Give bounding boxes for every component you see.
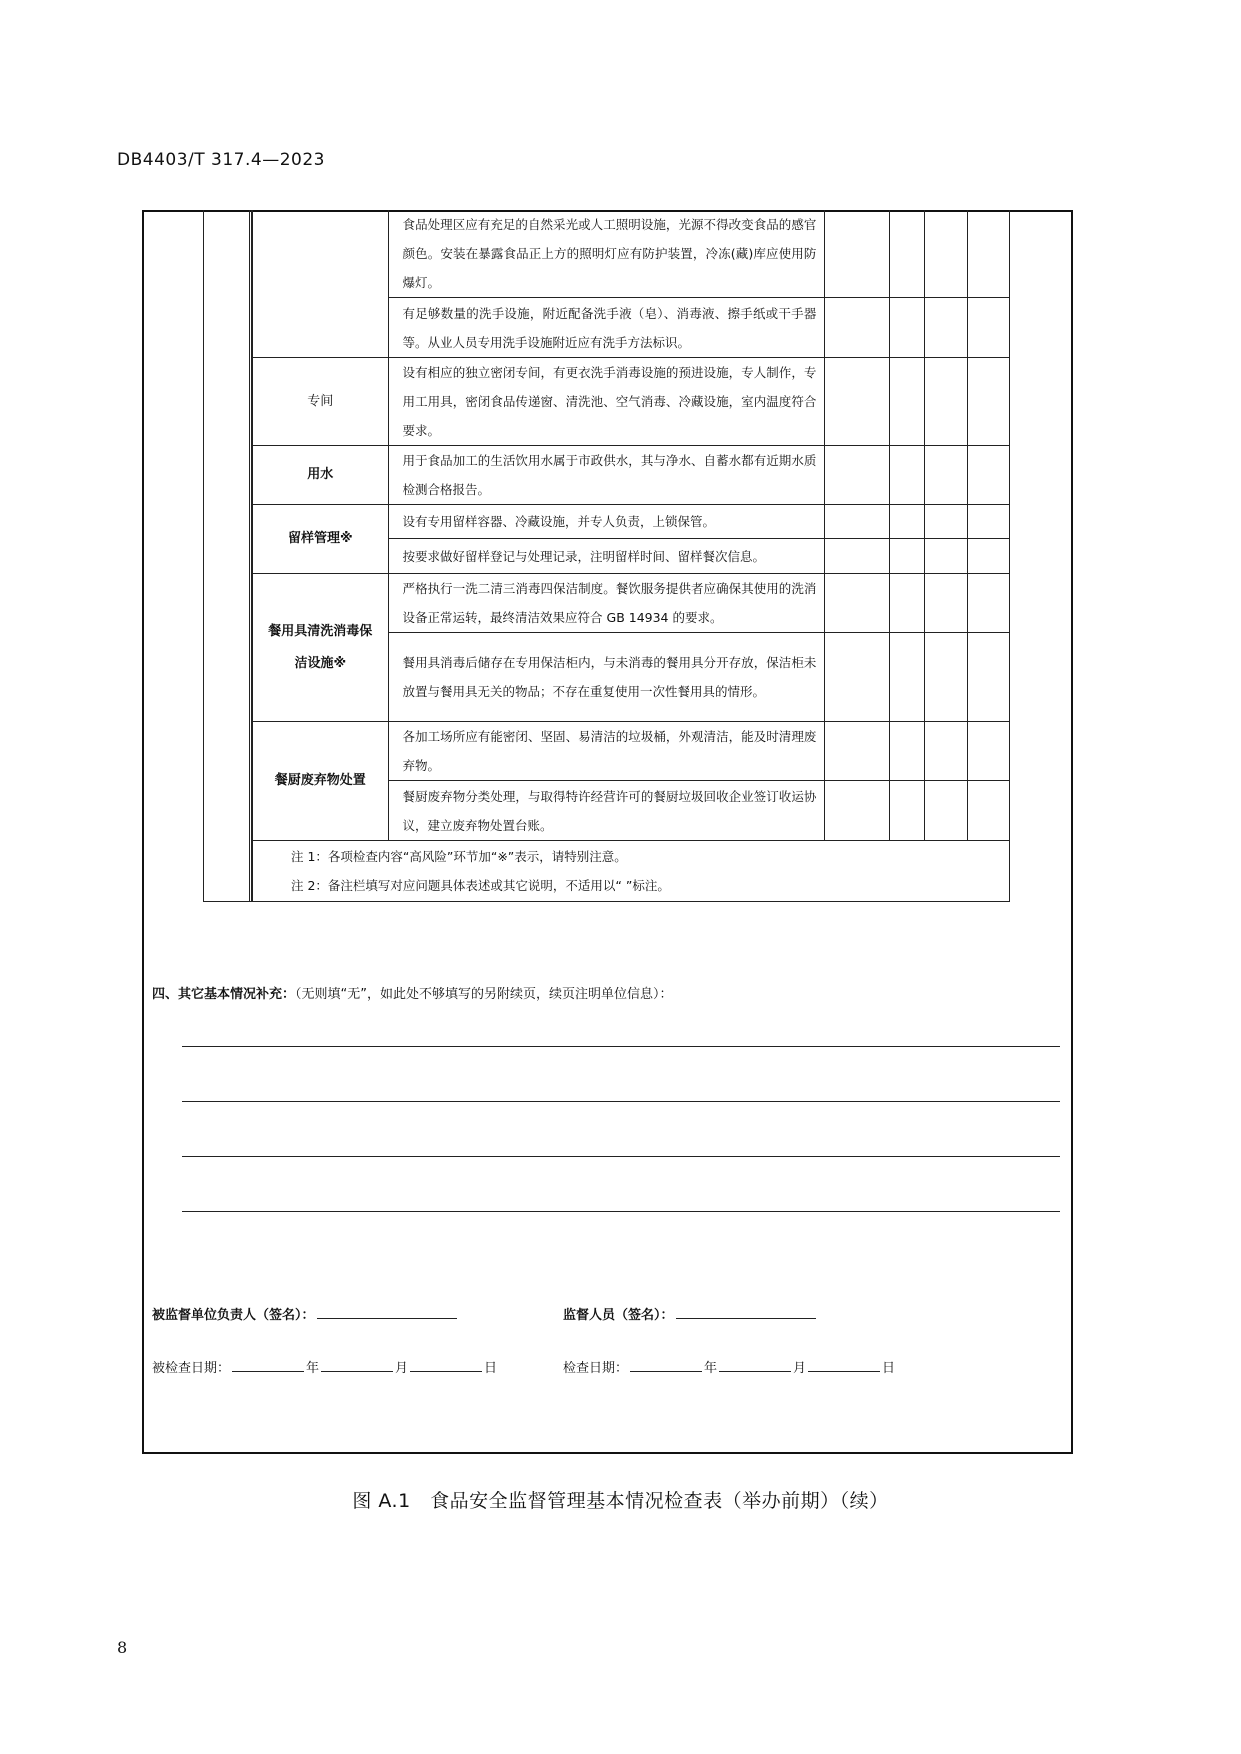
category-cell: 用水 xyxy=(252,446,388,505)
check-cell[interactable] xyxy=(825,298,890,358)
check-date-label: 检查日期： xyxy=(563,1361,629,1376)
supplement-line-4[interactable] xyxy=(182,1211,1060,1212)
day-label: 日 xyxy=(484,1361,498,1376)
check-cell[interactable] xyxy=(825,446,890,505)
table-row xyxy=(204,505,1010,539)
remark-cell[interactable] xyxy=(968,574,1010,633)
year-label: 年 xyxy=(306,1361,320,1376)
table-row xyxy=(204,446,1010,505)
check-cell[interactable] xyxy=(925,633,968,722)
check-day-field[interactable] xyxy=(808,1357,880,1372)
note-2: 注 2：备注栏填写对应问题具体表述或其它说明，不适用以“ ”标注。 xyxy=(290,878,670,893)
day-label: 日 xyxy=(882,1361,896,1376)
document-number: DB4403/T 317.4—2023 xyxy=(117,150,325,170)
inspected-date xyxy=(152,1357,497,1376)
check-cell[interactable] xyxy=(890,633,925,722)
check-cell[interactable] xyxy=(890,781,925,841)
remark-cell[interactable] xyxy=(968,781,1010,841)
requirement-cell: 有足够数量的洗手设施，附近配备洗手液（皂）、消毒液、擦手纸或干手器等。从业人员专用洗手设施附近应有洗手方法标识。 xyxy=(388,298,825,358)
inspector-signature xyxy=(563,1304,818,1323)
check-cell[interactable] xyxy=(925,574,968,633)
supplement-section-title xyxy=(152,983,673,1002)
requirement-cell: 设有专用留样容器、冷藏设施，并专人负责，上锁保管。 xyxy=(388,505,825,539)
month-label: 月 xyxy=(395,1361,409,1376)
supervised-signature xyxy=(152,1304,459,1323)
requirement-cell: 按要求做好留样登记与处理记录，注明留样时间、留样餐次信息。 xyxy=(388,539,825,574)
remark-cell[interactable] xyxy=(968,358,1010,446)
inspected-month-field[interactable] xyxy=(321,1357,393,1372)
check-cell[interactable] xyxy=(890,505,925,539)
check-cell[interactable] xyxy=(890,298,925,358)
supplement-line-2[interactable] xyxy=(182,1101,1060,1102)
check-cell[interactable] xyxy=(890,358,925,446)
check-cell[interactable] xyxy=(825,210,890,298)
requirement-cell: 餐用具消毒后储存在专用保洁柜内，与未消毒的餐用具分开存放，保洁柜未放置与餐用具无关的物品；不存在重复使用一次性餐用具的情形。 xyxy=(388,633,825,722)
check-cell[interactable] xyxy=(925,781,968,841)
year-label: 年 xyxy=(704,1361,718,1376)
remark-cell[interactable] xyxy=(968,722,1010,781)
check-cell[interactable] xyxy=(925,210,968,298)
check-cell[interactable] xyxy=(890,722,925,781)
check-cell[interactable] xyxy=(825,633,890,722)
check-year-field[interactable] xyxy=(630,1357,702,1372)
check-cell[interactable] xyxy=(925,446,968,505)
check-cell[interactable] xyxy=(825,505,890,539)
table-row xyxy=(204,358,1010,446)
supervised-signature-field[interactable] xyxy=(317,1304,457,1319)
checklist-table xyxy=(203,210,1010,902)
inspector-signature-field[interactable] xyxy=(676,1304,816,1319)
requirement-cell: 用于食品加工的生活饮用水属于市政供水，其与净水、自蓄水都有近期水质检测合格报告。 xyxy=(388,446,825,505)
check-cell[interactable] xyxy=(925,722,968,781)
figure-caption: 图 A.1 食品安全监督管理基本情况检查表（举办前期）（续） xyxy=(352,1490,889,1512)
requirement-cell: 严格执行一洗二清三消毒四保洁制度。餐饮服务提供者应确保其使用的洗消设备正常运转，最终清洁效果应符合 GB 14934 的要求。 xyxy=(388,574,825,633)
requirement-cell: 各加工场所应有能密闭、坚固、易清洁的垃圾桶，外观清洁，能及时清理废弃物。 xyxy=(388,722,825,781)
category-cell xyxy=(252,210,388,358)
table-notes xyxy=(252,841,1009,902)
check-cell[interactable] xyxy=(925,539,968,574)
check-cell[interactable] xyxy=(825,539,890,574)
check-cell[interactable] xyxy=(825,358,890,446)
check-date xyxy=(563,1357,895,1376)
supplement-title: 四、其它基本情况补充： xyxy=(152,987,296,1002)
inspected-day-field[interactable] xyxy=(410,1357,482,1372)
category-cell: 留样管理※ xyxy=(252,505,388,574)
requirement-cell: 食品处理区应有充足的自然采光或人工照明设施，光源不得改变食品的感官颜色。安装在暴露食品正上方的照明灯应有防护装置，冷冻(藏)库应使用防爆灯。 xyxy=(388,210,825,298)
check-cell[interactable] xyxy=(825,574,890,633)
table-row xyxy=(204,210,1010,298)
check-cell[interactable] xyxy=(825,781,890,841)
category-cell: 餐厨废弃物处置 xyxy=(252,722,388,841)
remark-cell[interactable] xyxy=(968,505,1010,539)
table-row xyxy=(204,722,1010,781)
remark-cell[interactable] xyxy=(968,210,1010,298)
check-month-field[interactable] xyxy=(719,1357,791,1372)
requirement-cell: 设有相应的独立密闭专间，有更衣洗手消毒设施的预进设施，专人制作，专用工用具，密闭食品传递窗、清洗池、空气消毒、冷藏设施，室内温度符合要求。 xyxy=(388,358,825,446)
check-cell[interactable] xyxy=(825,722,890,781)
check-cell[interactable] xyxy=(925,358,968,446)
inspected-date-label: 被检查日期： xyxy=(152,1361,231,1376)
supplement-line-1[interactable] xyxy=(182,1046,1060,1047)
inspector-signature-label: 监督人员（签名）： xyxy=(563,1308,674,1323)
requirement-cell: 餐厨废弃物分类处理，与取得特许经营许可的餐厨垃圾回收企业签订收运协议，建立废弃物处置台账。 xyxy=(388,781,825,841)
table-notes-row xyxy=(204,841,1010,902)
supervised-signature-label: 被监督单位负责人（签名）： xyxy=(152,1308,315,1323)
month-label: 月 xyxy=(793,1361,807,1376)
check-cell[interactable] xyxy=(925,298,968,358)
remark-cell[interactable] xyxy=(968,633,1010,722)
check-cell[interactable] xyxy=(890,574,925,633)
remark-cell[interactable] xyxy=(968,446,1010,505)
remark-cell[interactable] xyxy=(968,298,1010,358)
category-cell: 专间 xyxy=(252,358,388,446)
check-cell[interactable] xyxy=(890,539,925,574)
check-cell[interactable] xyxy=(890,446,925,505)
page-number: 8 xyxy=(117,1638,128,1657)
table-row xyxy=(204,574,1010,633)
inspected-year-field[interactable] xyxy=(232,1357,304,1372)
supplement-hint: （无则填“无”，如此处不够填写的另附续页，续页注明单位信息）： xyxy=(295,987,673,1002)
note-1: 注 1：各项检查内容“高风险”环节加“※”表示，请特别注意。 xyxy=(290,849,627,864)
category-cell: 餐用具清洗消毒保洁设施※ xyxy=(252,574,388,722)
supplement-line-3[interactable] xyxy=(182,1156,1060,1157)
check-cell[interactable] xyxy=(925,505,968,539)
remark-cell[interactable] xyxy=(968,539,1010,574)
check-cell[interactable] xyxy=(890,210,925,298)
